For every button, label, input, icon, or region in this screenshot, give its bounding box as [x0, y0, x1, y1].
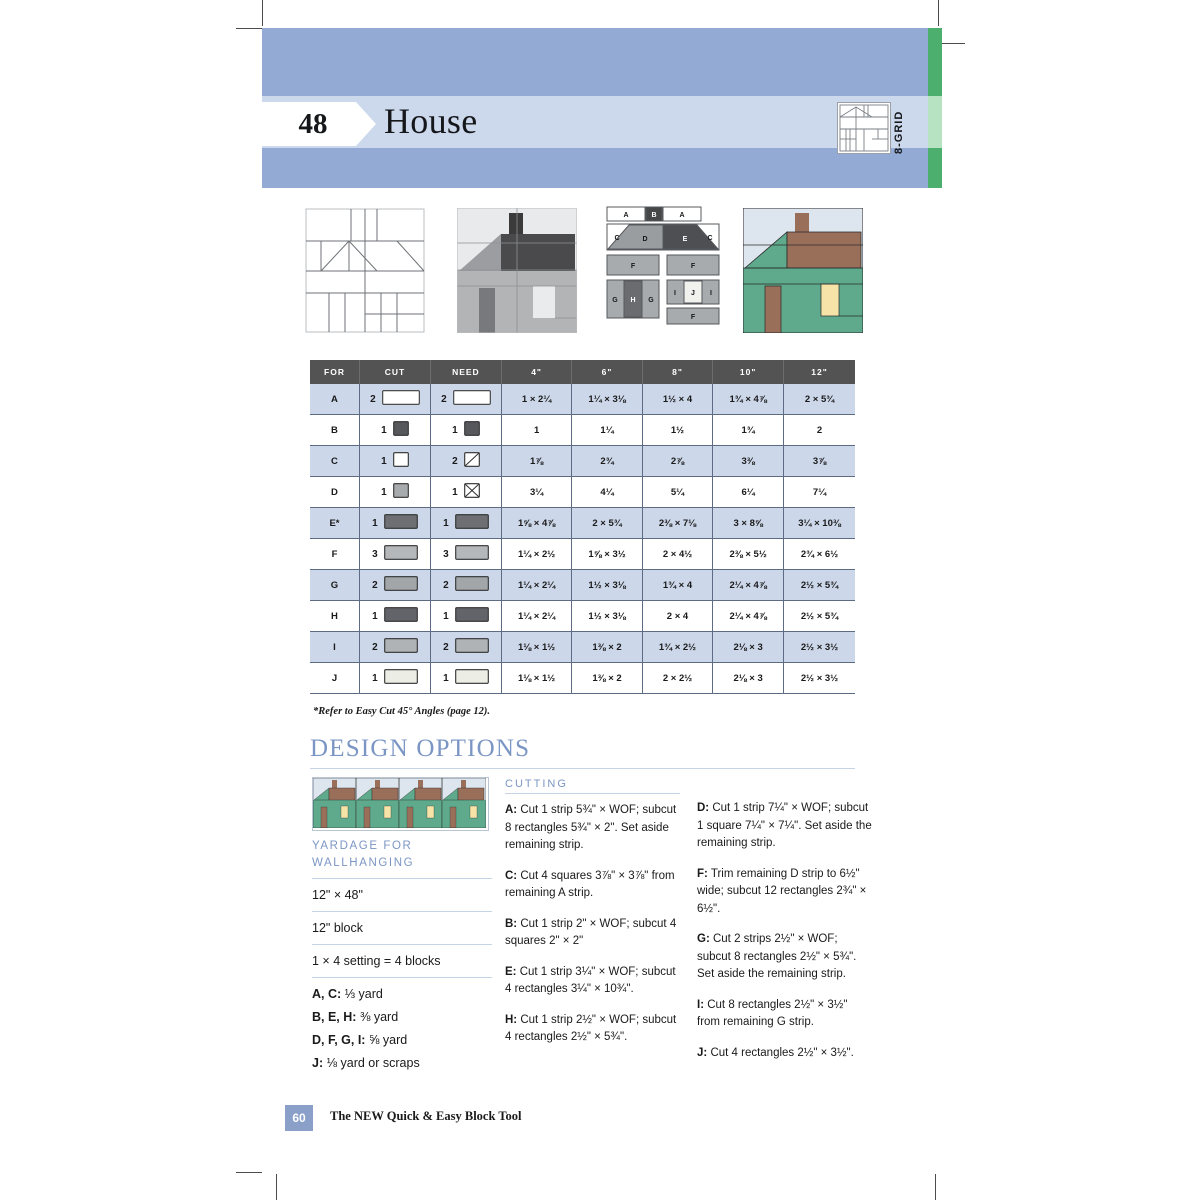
cell-size: 3¼ × 10⅜: [784, 508, 855, 539]
crop-mark-tr-v: [938, 0, 939, 26]
cutting-letter: E:: [505, 965, 517, 978]
cutting-text: Cut 1 strip 3¼" × WOF; subcut 4 rectangles 3¼" × 10¾".: [505, 965, 676, 995]
table-row: [310, 663, 855, 694]
cutting-column-one: [505, 778, 680, 1060]
cell-size: 2⅜ × 7⅛: [642, 508, 712, 539]
cutting-instruction: [697, 997, 872, 1032]
cutting-list-two: [697, 800, 872, 1062]
shape-rect-midlight: [455, 638, 489, 656]
banner-band-bottom: [262, 148, 938, 188]
cell-size: 2¾: [572, 446, 642, 477]
cell-for: E*: [310, 508, 359, 539]
cell-for: I: [310, 632, 359, 663]
shape-rect-light: [384, 545, 418, 563]
cell-need: 1: [430, 508, 501, 539]
cutting-text: Cut 1 strip 5¾" × WOF; subcut 8 rectangles 5¾" × 2". Set aside remaining strip.: [505, 804, 677, 851]
yardage-block-size: 12" block: [312, 921, 363, 935]
cell-for: A: [310, 384, 359, 415]
cutting-text: Cut 2 strips 2½" × WOF; subcut 8 rectangles 2½" × 5¾". Set aside the remaining strip.: [697, 933, 857, 980]
piece-letter-J: J: [691, 290, 695, 297]
book-title-footer: The NEW Quick & Easy Block Tool: [330, 1109, 522, 1123]
grid-house-icon: [837, 102, 891, 154]
table-row: [310, 446, 855, 477]
cell-size: 5¼: [642, 477, 712, 508]
cell-size: 2¾ × 6½: [784, 539, 855, 570]
cutting-instruction: [505, 868, 680, 903]
table-row: [310, 508, 855, 539]
shape-rect-cream: [384, 669, 418, 687]
cell-need: 2: [430, 446, 501, 477]
cutting-column-two: [697, 778, 872, 1075]
piece-letter-B: B: [651, 212, 657, 219]
green-tab-mid: [928, 96, 942, 148]
cutting-instruction: [505, 964, 680, 999]
cell-size: 1¾ × 4⅞: [713, 384, 784, 415]
table-row: [310, 384, 855, 415]
piece-letter-F2: F: [690, 263, 696, 270]
cutting-text: Cut 1 strip 7¼" × WOF; subcut 1 square 7¼" × 7¼". Set aside the remaining strip.: [697, 802, 872, 849]
col-10in: 10": [713, 360, 784, 384]
table-body: [310, 384, 855, 694]
cell-size: 2½ × 5¾: [784, 570, 855, 601]
cell-need: 1: [430, 601, 501, 632]
cutting-text: Cut 4 squares 3⅞" × 3⅞" from remaining A strip.: [505, 869, 675, 899]
cutting-text: Cut 8 rectangles 2½" × 3½" from remaining G strip.: [697, 998, 848, 1028]
table-row: [310, 601, 855, 632]
yardage-item-amount: ⅓ yard: [344, 987, 383, 1001]
cutting-text: Cut 1 strip 2½" × WOF; subcut 4 rectangles 2½" × 5¾".: [505, 1013, 677, 1043]
cutting-letter: D:: [697, 802, 710, 814]
cell-size: 2: [784, 415, 855, 446]
cell-size: 2¼ × 4⅞: [713, 601, 784, 632]
piece-letter-A2: A: [679, 212, 685, 219]
table-header-row: [310, 360, 855, 384]
cell-size: 2 × 2½: [642, 663, 712, 694]
cell-cut: 2: [359, 632, 430, 663]
cell-for: G: [310, 570, 359, 601]
piece-letter-A1: A: [623, 212, 629, 219]
cell-size: 1¾ × 4: [642, 570, 712, 601]
banner-band-top: [262, 28, 938, 96]
cell-cut: 3: [359, 539, 430, 570]
shape-rect-dark: [455, 514, 489, 532]
cell-size: 1⅛ × 1½: [501, 632, 571, 663]
cell-size: 2 × 5¾: [784, 384, 855, 415]
shape-rect-mid: [384, 576, 418, 594]
piece-letter-I1: I: [674, 290, 676, 297]
cell-size: 2 × 4: [642, 601, 712, 632]
shape-rect-light: [455, 545, 489, 563]
cell-size: 1½ × 3⅛: [572, 601, 642, 632]
crop-mark-bl-h: [236, 1172, 262, 1173]
yardage-heading-line2: WALLHANGING: [312, 857, 415, 869]
cell-size: 2½ × 5¾: [784, 601, 855, 632]
line-drawing-block: [305, 208, 425, 338]
block-number: 48: [298, 107, 328, 140]
cell-cut: 1: [359, 446, 430, 477]
col-for: FOR: [310, 360, 359, 384]
col-8in: 8": [642, 360, 712, 384]
grid-house-svg: [838, 103, 890, 153]
cutting-letter: A:: [505, 804, 518, 816]
block-number-tab: [262, 102, 356, 146]
green-tab-top: [928, 28, 942, 96]
cell-size: 1⅛ × 1½: [501, 663, 571, 694]
cell-size: 1⅜ × 2: [572, 632, 642, 663]
cell-size: 2⅜ × 5½: [713, 539, 784, 570]
yardage-item: [312, 1047, 492, 1070]
cell-size: 1¼: [572, 415, 642, 446]
yardage-item: [312, 1001, 492, 1024]
crop-mark-bl-v: [276, 1174, 277, 1200]
cell-cut: 1: [359, 477, 430, 508]
piece-letter-D: D: [642, 236, 648, 243]
cell-for: H: [310, 601, 359, 632]
cell-size: 1⅞: [501, 446, 571, 477]
cell-size: 7¼: [784, 477, 855, 508]
col-6in: 6": [572, 360, 642, 384]
col-4in: 4": [501, 360, 571, 384]
cutting-heading: CUTTING: [505, 778, 568, 790]
cell-size: 3¼: [501, 477, 571, 508]
yardage-dimensions: 12" × 48": [312, 888, 363, 902]
cell-size: 2 × 5¾: [572, 508, 642, 539]
piecing-diagram: [605, 205, 725, 345]
shape-square-white: [393, 452, 409, 470]
cell-size: 1⅜ × 2: [572, 663, 642, 694]
yardage-heading-line1: YARDAGE FOR: [312, 840, 413, 852]
piece-letter-F1: F: [630, 263, 636, 270]
piece-letter-E: E: [682, 236, 688, 243]
cell-for: J: [310, 663, 359, 694]
cell-size: 2⅞: [642, 446, 712, 477]
shape-rect-cream: [455, 669, 489, 687]
cutting-instruction: [505, 802, 680, 855]
shape-square-dark: [464, 421, 480, 439]
shape-rect-wide-white: [453, 390, 491, 408]
table-footnote: *Refer to Easy Cut 45° Angles (page 12).: [313, 706, 491, 717]
yardage-item-letters: A, C:: [312, 987, 342, 1001]
green-tab-bottom: [928, 148, 942, 188]
cutting-letter: B:: [505, 917, 518, 930]
col-cut: CUT: [359, 360, 430, 384]
cutting-rule: [505, 793, 680, 794]
cutting-letter: F:: [697, 867, 708, 880]
cell-size: 2½ × 3½: [784, 632, 855, 663]
table-row: [310, 477, 855, 508]
piece-letter-G2: G: [648, 297, 654, 304]
cell-size: 1 × 2¼: [501, 384, 571, 415]
cutting-instruction: [697, 800, 872, 853]
shape-rect-wide-white: [382, 390, 420, 408]
cutting-instruction: [697, 931, 872, 984]
block-diagrams: [305, 205, 865, 340]
shape-square-dark: [393, 421, 409, 439]
cell-size: 2½ × 3½: [784, 663, 855, 694]
cutting-letter: G:: [697, 933, 710, 945]
shape-rect-midlight: [384, 638, 418, 656]
yardage-item-letters: J:: [312, 1056, 324, 1070]
grayscale-block: [457, 208, 577, 338]
cell-size: 2⅛ × 3: [713, 663, 784, 694]
cutting-letter: H:: [505, 1013, 518, 1026]
table-row: [310, 415, 855, 446]
crop-mark-tl-h: [236, 28, 262, 29]
cell-cut: 1: [359, 663, 430, 694]
page-title: House: [384, 101, 478, 141]
cell-cut: 1: [359, 601, 430, 632]
design-options-rule: [310, 768, 855, 769]
table-row: [310, 632, 855, 663]
table-row: [310, 570, 855, 601]
cell-cut: 2: [359, 570, 430, 601]
cell-size: 1⅝ × 4⅞: [501, 508, 571, 539]
shape-square-white-diag: [464, 452, 480, 470]
cell-size: 1¾: [713, 415, 784, 446]
yardage-item-amount: ⅜ yard: [359, 1010, 399, 1024]
grid-indicator: [837, 102, 919, 152]
cell-size: 1½: [642, 415, 712, 446]
cell-size: 1: [501, 415, 571, 446]
yardage-list: [312, 978, 492, 1070]
cell-size: 1¼ × 2¼: [501, 570, 571, 601]
cutting-instruction: [505, 916, 680, 951]
col-12in: 12": [784, 360, 855, 384]
cutting-letter: C:: [505, 869, 518, 882]
piece-letter-F3: F: [690, 314, 696, 321]
cell-need: 2: [430, 632, 501, 663]
shape-rect-darkgrey: [455, 607, 489, 625]
piece-letter-H: H: [630, 297, 636, 304]
cell-need: 2: [430, 384, 501, 415]
cell-size: 1⅝ × 3½: [572, 539, 642, 570]
cell-cut: 1: [359, 415, 430, 446]
yardage-item: [312, 1024, 492, 1047]
cell-need: 1: [430, 477, 501, 508]
cell-cut: 2: [359, 384, 430, 415]
cell-size: 1¾ × 2½: [642, 632, 712, 663]
cutting-text: Cut 1 strip 2" × WOF; subcut 4 squares 2" × 2": [505, 917, 677, 947]
cell-size: 1½ × 3⅛: [572, 570, 642, 601]
cutting-list-one: [505, 802, 680, 1047]
crop-mark-tr-h: [939, 43, 965, 44]
cell-size: 1¼ × 3⅛: [572, 384, 642, 415]
table-row: [310, 539, 855, 570]
yardage-setting: 1 × 4 setting = 4 blocks: [312, 954, 441, 968]
cell-cut: 1: [359, 508, 430, 539]
cutting-letter: I:: [697, 998, 705, 1011]
cell-need: 3: [430, 539, 501, 570]
yardage-item: [312, 978, 492, 1001]
cell-need: 1: [430, 663, 501, 694]
shape-rect-mid: [455, 576, 489, 594]
cell-size: 1½ × 4: [642, 384, 712, 415]
design-options-quilt-preview: [312, 777, 489, 831]
cell-need: 1: [430, 415, 501, 446]
cutting-text: Cut 4 rectangles 2½" × 3½".: [710, 1046, 854, 1059]
crop-mark-tl-v: [262, 0, 263, 26]
cell-size: 1¼ × 2½: [501, 539, 571, 570]
shape-rect-darkgrey: [384, 607, 418, 625]
cell-for: B: [310, 415, 359, 446]
cutting-instruction: [697, 866, 872, 919]
shape-square-mid: [393, 483, 409, 501]
crop-mark-br-v: [935, 1174, 936, 1200]
cell-size: 4¼: [572, 477, 642, 508]
piece-letter-C1: C: [614, 235, 620, 242]
cell-size: 1¼ × 2¼: [501, 601, 571, 632]
grid-label: 8-GRID: [893, 110, 905, 154]
cell-size: 2⅛ × 3: [713, 632, 784, 663]
cell-size: 2¼ × 4⅞: [713, 570, 784, 601]
cutting-instruction: [505, 1012, 680, 1047]
yardage-item-letters: D, F, G, I:: [312, 1033, 366, 1047]
cutting-chart-table: [310, 360, 855, 694]
cutting-letter: J:: [697, 1046, 708, 1059]
shape-rect-dark: [384, 514, 418, 532]
cell-size: 6¼: [713, 477, 784, 508]
cell-size: 3⅜: [713, 446, 784, 477]
piece-letter-C2: C: [707, 235, 713, 242]
page-number-badge: 60: [285, 1105, 313, 1131]
cell-size: 3 × 8⅝: [713, 508, 784, 539]
cell-for: D: [310, 477, 359, 508]
cell-need: 2: [430, 570, 501, 601]
cell-for: F: [310, 539, 359, 570]
shape-square-mid-xdiag: [464, 483, 480, 501]
cell-size: 3⅞: [784, 446, 855, 477]
yardage-item-amount: ⅛ yard or scraps: [326, 1056, 420, 1070]
cell-size: 2 × 4½: [642, 539, 712, 570]
color-block: [743, 208, 863, 338]
col-need: NEED: [430, 360, 501, 384]
cutting-text: Trim remaining D strip to 6½" wide; subcut 12 rectangles 2¾" × 6½".: [697, 867, 867, 915]
yardage-item-amount: ⅝ yard: [368, 1033, 408, 1047]
piece-letter-I2: I: [710, 290, 712, 297]
cutting-instruction: [697, 1045, 872, 1063]
yardage-item-letters: B, E, H:: [312, 1010, 357, 1024]
cell-for: C: [310, 446, 359, 477]
design-options-heading: DESIGN OPTIONS: [310, 735, 531, 762]
piece-letter-G1: G: [612, 297, 618, 304]
chapter-banner: [262, 28, 938, 188]
yardage-column: [312, 838, 492, 1070]
